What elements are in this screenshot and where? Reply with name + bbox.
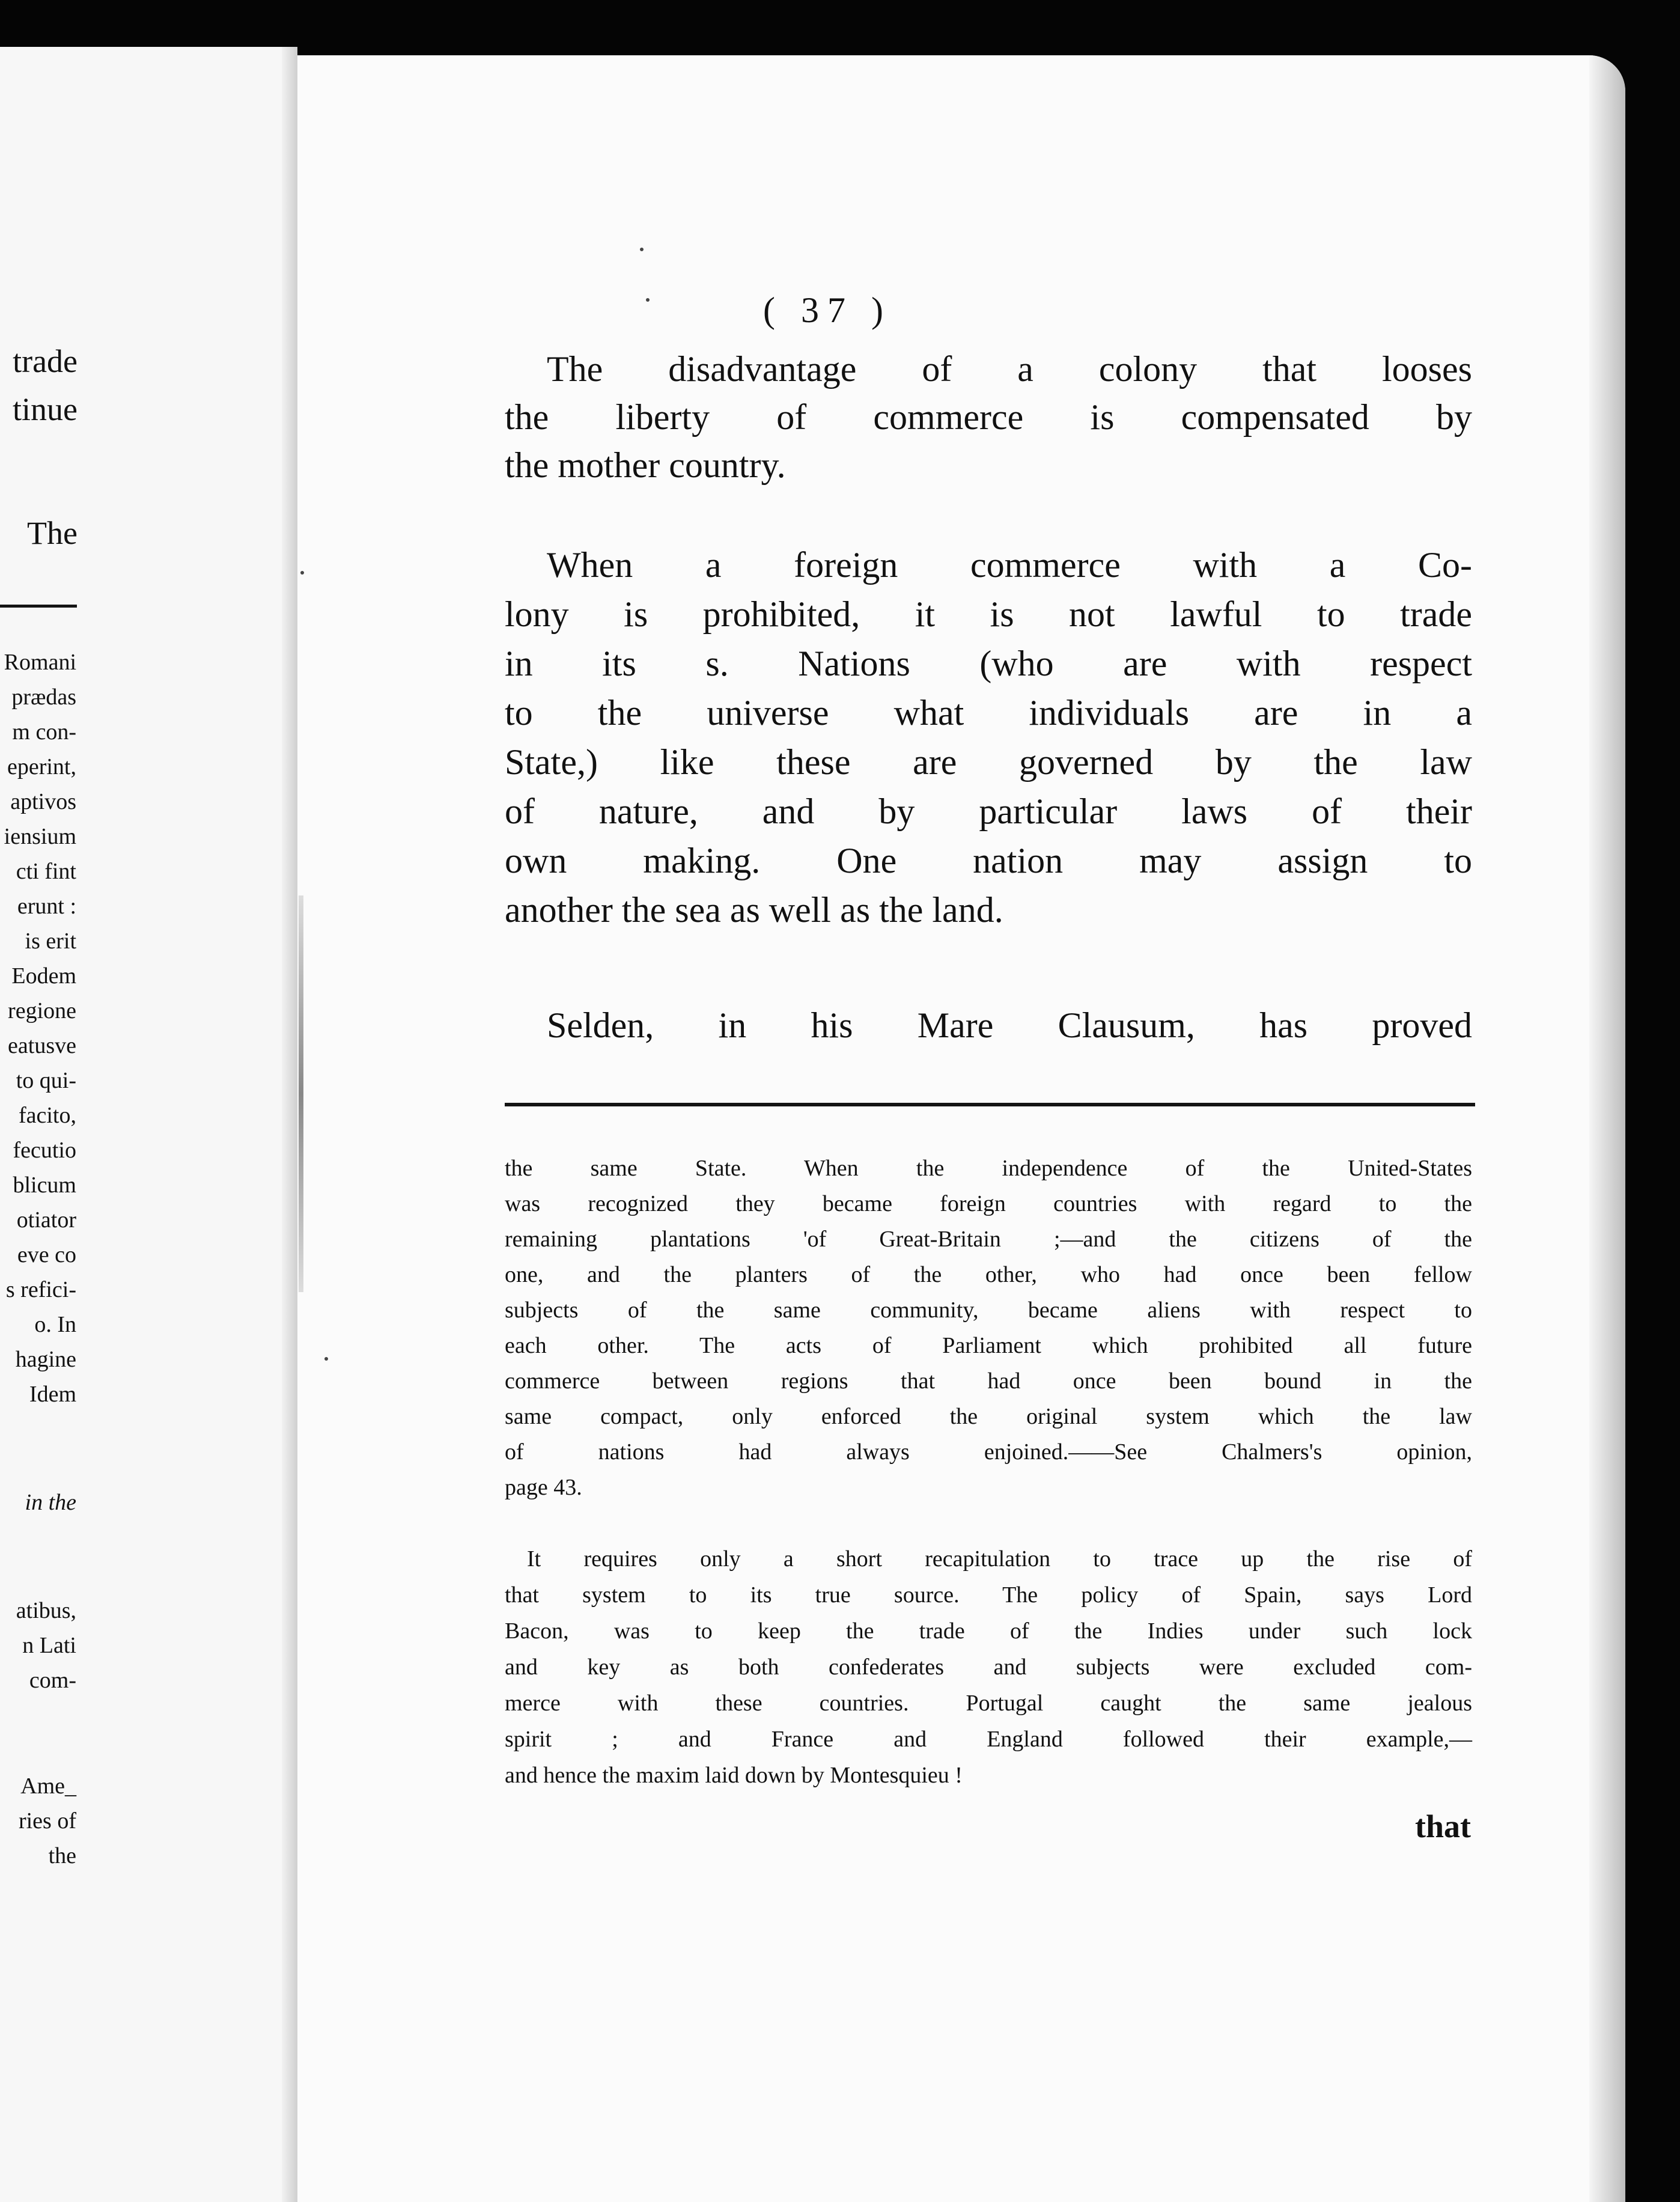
footnote-line: one, and the planters of the other, who had once been fellow [505,1262,1472,1287]
footnote-line: spirit ; and France and England followed their example,— [505,1727,1472,1752]
prev-note-line: o. In [34,1312,76,1337]
prev-note-line: n Lati [22,1633,76,1658]
body-line: to the universe what individuals are in a [505,693,1472,733]
prev-note-line: the [48,1843,76,1868]
prev-note-line: eatusve [8,1033,76,1058]
gutter-shadow [282,47,297,2202]
footnote-line: page 43. [505,1475,582,1500]
current-page [297,55,1625,2202]
prev-note-line: atibus, [16,1598,76,1623]
footnote-line: was recognized they became foreign countries with regard to the [505,1191,1472,1216]
previous-page-fragment [0,47,297,2202]
prev-note-line: m con- [12,719,76,745]
prev-note-line: in the [25,1490,76,1515]
prev-note-line: Romani [4,650,76,675]
prev-note-line: prædas [11,685,76,710]
prev-note-line: iensium [4,824,76,849]
prev-note-line: cti fint [16,859,76,884]
footnote-rule [505,1103,1475,1106]
body-line: The disadvantage of a colony that looses [547,349,1472,389]
prev-note-line: blicum [13,1173,76,1198]
footnote-line: remaining plantations 'of Great-Britain ;—and the citizens of the [505,1227,1472,1252]
prev-note-line: erunt : [17,894,76,919]
prev-note-line: Idem [29,1382,76,1407]
prev-note-line: to qui- [16,1068,76,1093]
prev-note-line: otiator [16,1207,76,1233]
body-line: the liberty of commerce is compensated by [505,397,1472,437]
body-line: another the sea as well as the land. [505,890,1003,930]
footnote-line: and hence the maxim laid down by Montesquieu ! [505,1763,963,1788]
prev-note-line: regione [8,998,76,1023]
prev-note-line: facito, [18,1103,76,1128]
prev-note-line: Eodem [11,963,76,989]
page-fold-mark [299,895,303,1292]
prev-note-line: s refici- [5,1277,76,1302]
prev-note-line: eperint, [7,754,76,779]
prev-note-line: is erit [25,929,76,954]
prev-note-line: ries of [18,1808,76,1834]
page-edge-shadow [1589,55,1625,2202]
prev-note-line: com- [29,1668,76,1693]
prev-note-line: eve co [17,1242,76,1267]
prev-body-line: tinue [13,391,78,427]
body-line: the mother country. [505,445,786,485]
catchword: that [1415,1808,1471,1844]
body-line: State,) like these are governed by the law [505,742,1472,782]
ink-speck [640,248,644,251]
footnote-line: same compact, only enforced the original system which the law [505,1404,1472,1429]
footnote-line: Bacon, was to keep the trade of the Indies under such lock [505,1618,1472,1644]
footnote-line: It requires only a short recapitulation to trace up the rise of [527,1546,1472,1572]
footnote-line: commerce between regions that had once been bound in the [505,1368,1472,1394]
footnote-line: each other. The acts of Parliament which prohibited all future [505,1333,1472,1358]
body-line: When a foreign commerce with a Co- [547,545,1472,585]
footnote-line: subjects of the same community, became aliens with respect to [505,1298,1472,1323]
body-line: own making. One nation may assign to [505,841,1472,880]
ink-speck [300,571,304,575]
footnote-line: that system to its true source. The policy of Spain, says Lord [505,1582,1472,1608]
body-line: of nature, and by particular laws of their [505,791,1472,831]
prev-note-line: fecutio [13,1138,76,1163]
footnote-line: the same State. When the independence of the United-States [505,1156,1472,1181]
body-line: lony is prohibited, it is not lawful to trade [505,594,1472,634]
footnote-line: and key as both confederates and subjects were excluded com- [505,1655,1472,1680]
prev-note-line: Ame_ [20,1773,76,1799]
body-line: in its s. Nations (who are with respect [505,644,1472,683]
ink-speck [646,298,650,302]
prev-body-line: trade [13,343,78,379]
prev-body-line: The [27,515,78,551]
ink-speck [324,1357,328,1361]
prev-footnote-rule [0,605,77,608]
page-number: ( 37 ) [763,290,892,330]
body-line: Selden, in his Mare Clausum, has proved [547,1005,1472,1045]
prev-note-line: aptivos [10,789,76,814]
prev-note-line: hagine [15,1347,76,1372]
footnote-line: merce with these countries. Portugal caught the same jealous [505,1691,1472,1716]
footnote-line: of nations had always enjoined.——See Chalmers's opinion, [505,1439,1472,1465]
